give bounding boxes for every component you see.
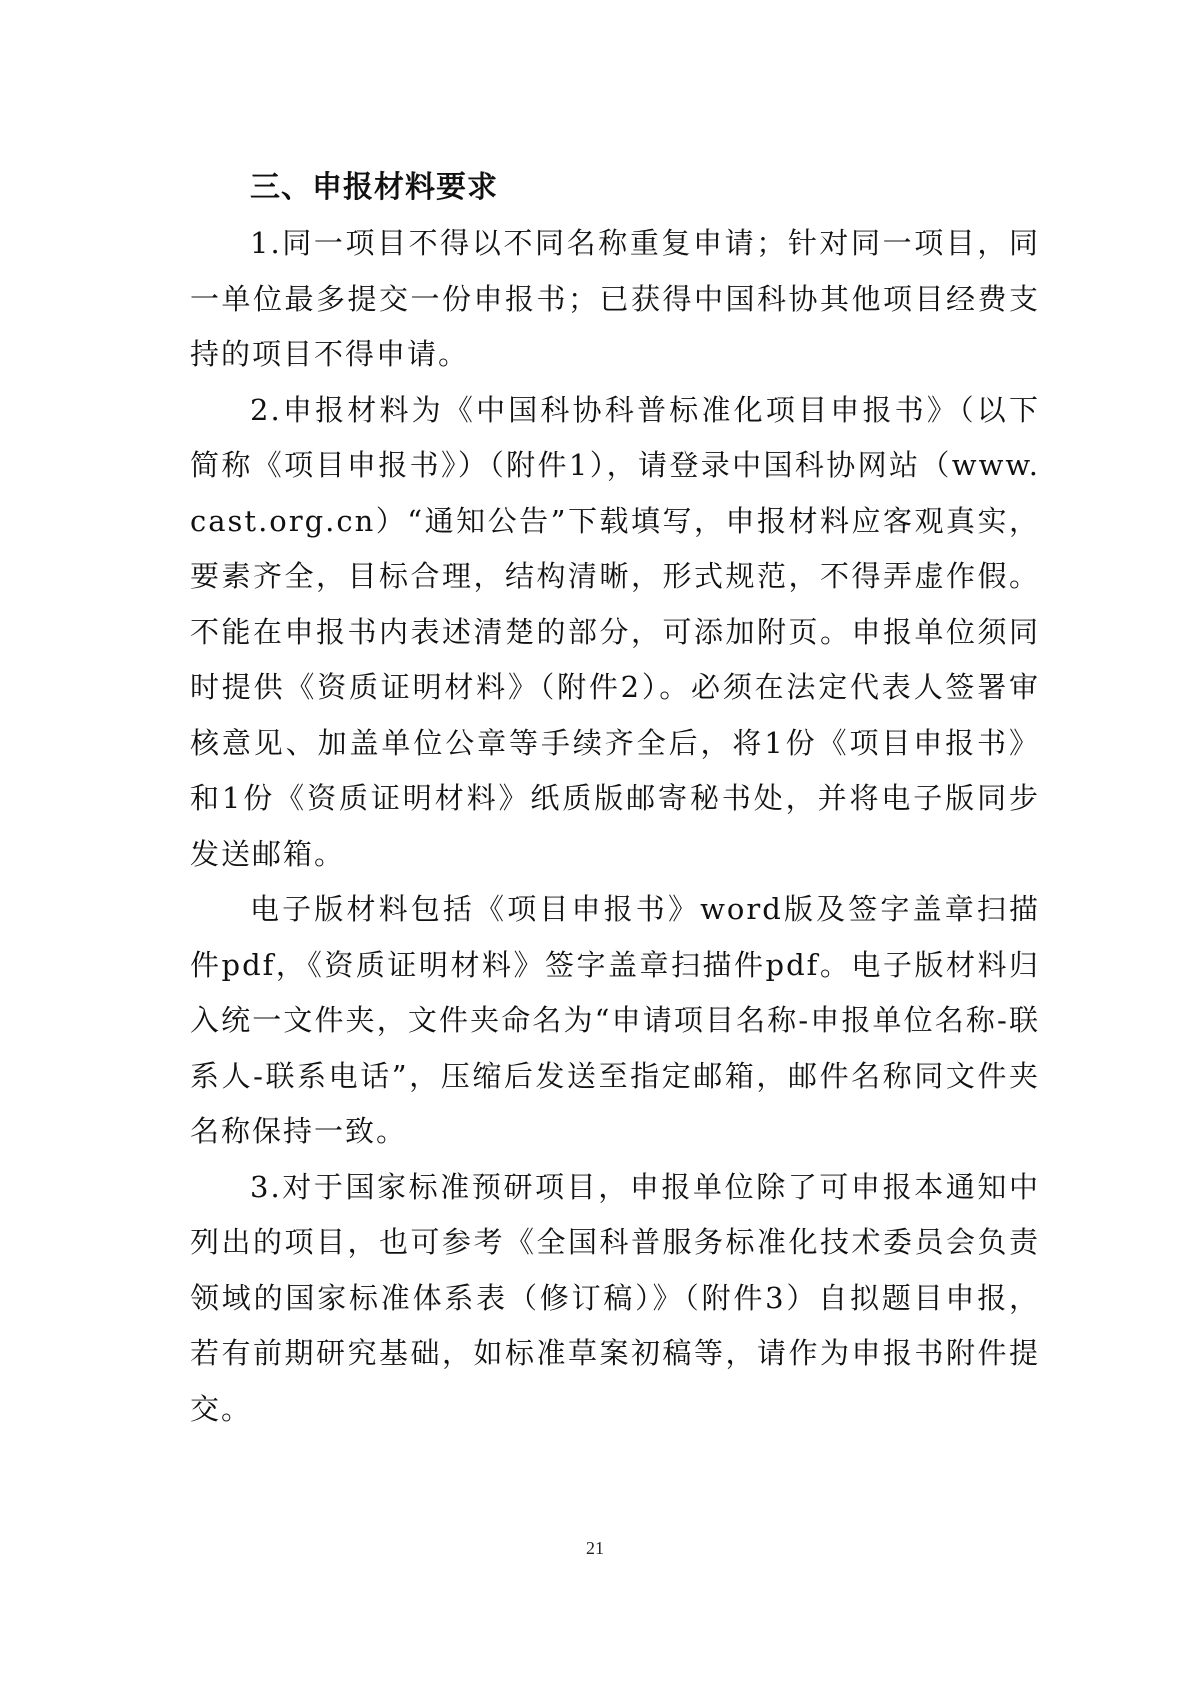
page-number: 21 — [586, 1538, 604, 1558]
paragraph-electronic-materials: 电子版材料包括《项目申报书》word版及签字盖章扫描件pdf，《资质证明材料》签字盖章扫描件pdf。电子版材料归入统一文件夹，文件夹命名为“申请项目名称-申报单位名称-联系人-联系电话”，压缩后发送至指定邮箱，邮件名称同文件夹名称保持一致。 — [190, 892, 1040, 1148]
paragraph-item-2: 2.申报材料为《中国科协科普标准化项目申报书》（以下简称《项目申报书》）（附件1），请登录中国科协网站（www.cast.org.cn）“通知公告”下载填写，申报材料应客观真实，要素齐全，目标合理，结构清晰，形式规范，不得弄虚作假。不能在申报书内表述清楚的部分，可添加附页。申报单位须同时提供《资质证明材料》（附件2）。必须在法定代表人签署审核意见、加盖单位公章等手续齐全后，将1份《项目申报书》和1份《资质证明材料》纸质版邮寄秘书处，并将电子版同步发送邮箱。 — [190, 392, 1040, 871]
paragraph-item-3: 3.对于国家标准预研项目，申报单位除了可申报本通知中列出的项目，也可参考《全国科普服务标准化技术委员会负责领域的国家标准体系表（修订稿）》（附件3）自拟题目申报，若有前期研究基础，如标准草案初稿等，请作为申报书附件提交。 — [190, 1169, 1040, 1426]
document-body — [190, 160, 1040, 1437]
paragraph-item-1: 1.同一项目不得以不同名称重复申请；针对同一项目，同一单位最多提交一份申报书；已获得中国科协其他项目经费支持的项目不得申请。 — [190, 226, 1040, 371]
section-heading: 三、申报材料要求 — [250, 170, 498, 205]
